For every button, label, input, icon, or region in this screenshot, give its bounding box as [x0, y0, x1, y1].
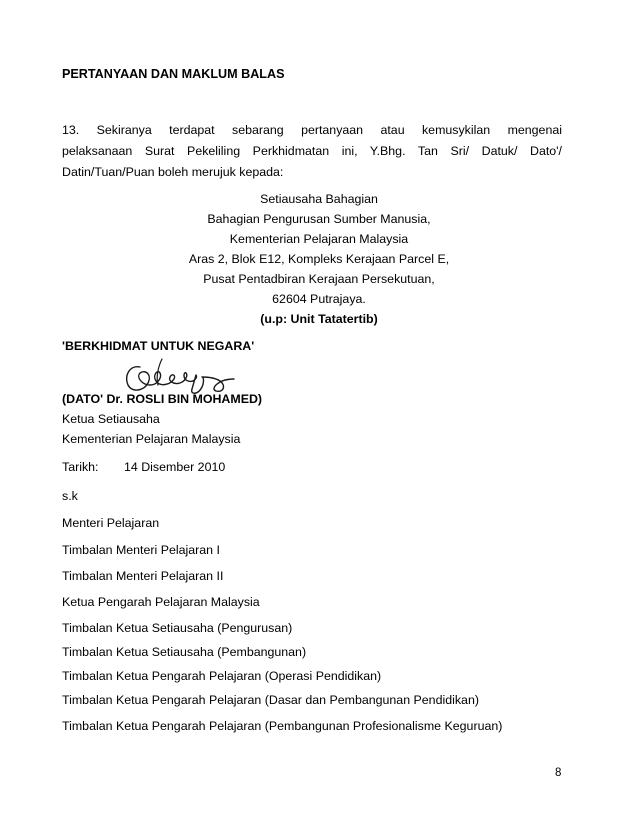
- cc-recipient: Timbalan Menteri Pelajaran II: [62, 569, 224, 583]
- paragraph-13-line-1: 13. Sekiranya terdapat sebarang pertanyaan atau kemusykilan mengenai: [62, 123, 562, 137]
- signatory-name: (DATO' Dr. ROSLI BIN MOHAMED): [62, 392, 263, 406]
- cc-recipient: Timbalan Ketua Pengarah Pelajaran (Operasi Pendidikan): [62, 669, 382, 683]
- section-heading: PERTANYAAN DAN MAKLUM BALAS: [62, 67, 285, 81]
- cc-recipient: Menteri Pelajaran: [62, 516, 160, 530]
- address-line: Pusat Pentadbiran Kerajaan Persekutuan,: [203, 272, 435, 286]
- cc-recipient: Timbalan Ketua Pengarah Pelajaran (Dasar dan Pembangunan Pendidikan): [62, 693, 479, 707]
- address-line: 62604 Putrajaya.: [272, 292, 366, 306]
- paragraph-13-line-2: pelaksanaan Surat Pekeliling Perkhidmatan ini, Y.Bhg. Tan Sri/ Datuk/ Dato'/: [62, 144, 562, 158]
- cc-recipient: Timbalan Menteri Pelajaran I: [62, 543, 220, 557]
- signatory-title: Ketua Setiausaha: [62, 412, 160, 426]
- address-attention-line: (u.p: Unit Tatatertib): [260, 312, 378, 326]
- page-number: 8: [555, 767, 562, 779]
- address-line: Kementerian Pelajaran Malaysia: [229, 232, 409, 246]
- address-line: Bahagian Pengurusan Sumber Manusia,: [207, 212, 431, 226]
- paragraph-13-line-3: Datin/Tuan/Puan boleh merujuk kepada:: [62, 165, 284, 179]
- date-value: 14 Disember 2010: [124, 460, 226, 474]
- cc-recipient: Timbalan Ketua Setiausaha (Pengurusan): [62, 621, 293, 635]
- cc-recipient: Timbalan Ketua Pengarah Pelajaran (Pembangunan Profesionalisme Keguruan): [62, 719, 503, 733]
- cc-label: s.k: [62, 489, 78, 503]
- cc-recipient: Timbalan Ketua Setiausaha (Pembangunan): [62, 645, 307, 659]
- date-label: Tarikh:: [62, 460, 99, 474]
- motto: 'BERKHIDMAT UNTUK NEGARA': [62, 339, 255, 353]
- address-line: Setiausaha Bahagian: [260, 192, 378, 206]
- signatory-ministry: Kementerian Pelajaran Malaysia: [62, 432, 241, 446]
- cc-recipient: Ketua Pengarah Pelajaran Malaysia: [62, 595, 260, 609]
- address-line: Aras 2, Blok E12, Kompleks Kerajaan Parcel E,: [188, 252, 450, 266]
